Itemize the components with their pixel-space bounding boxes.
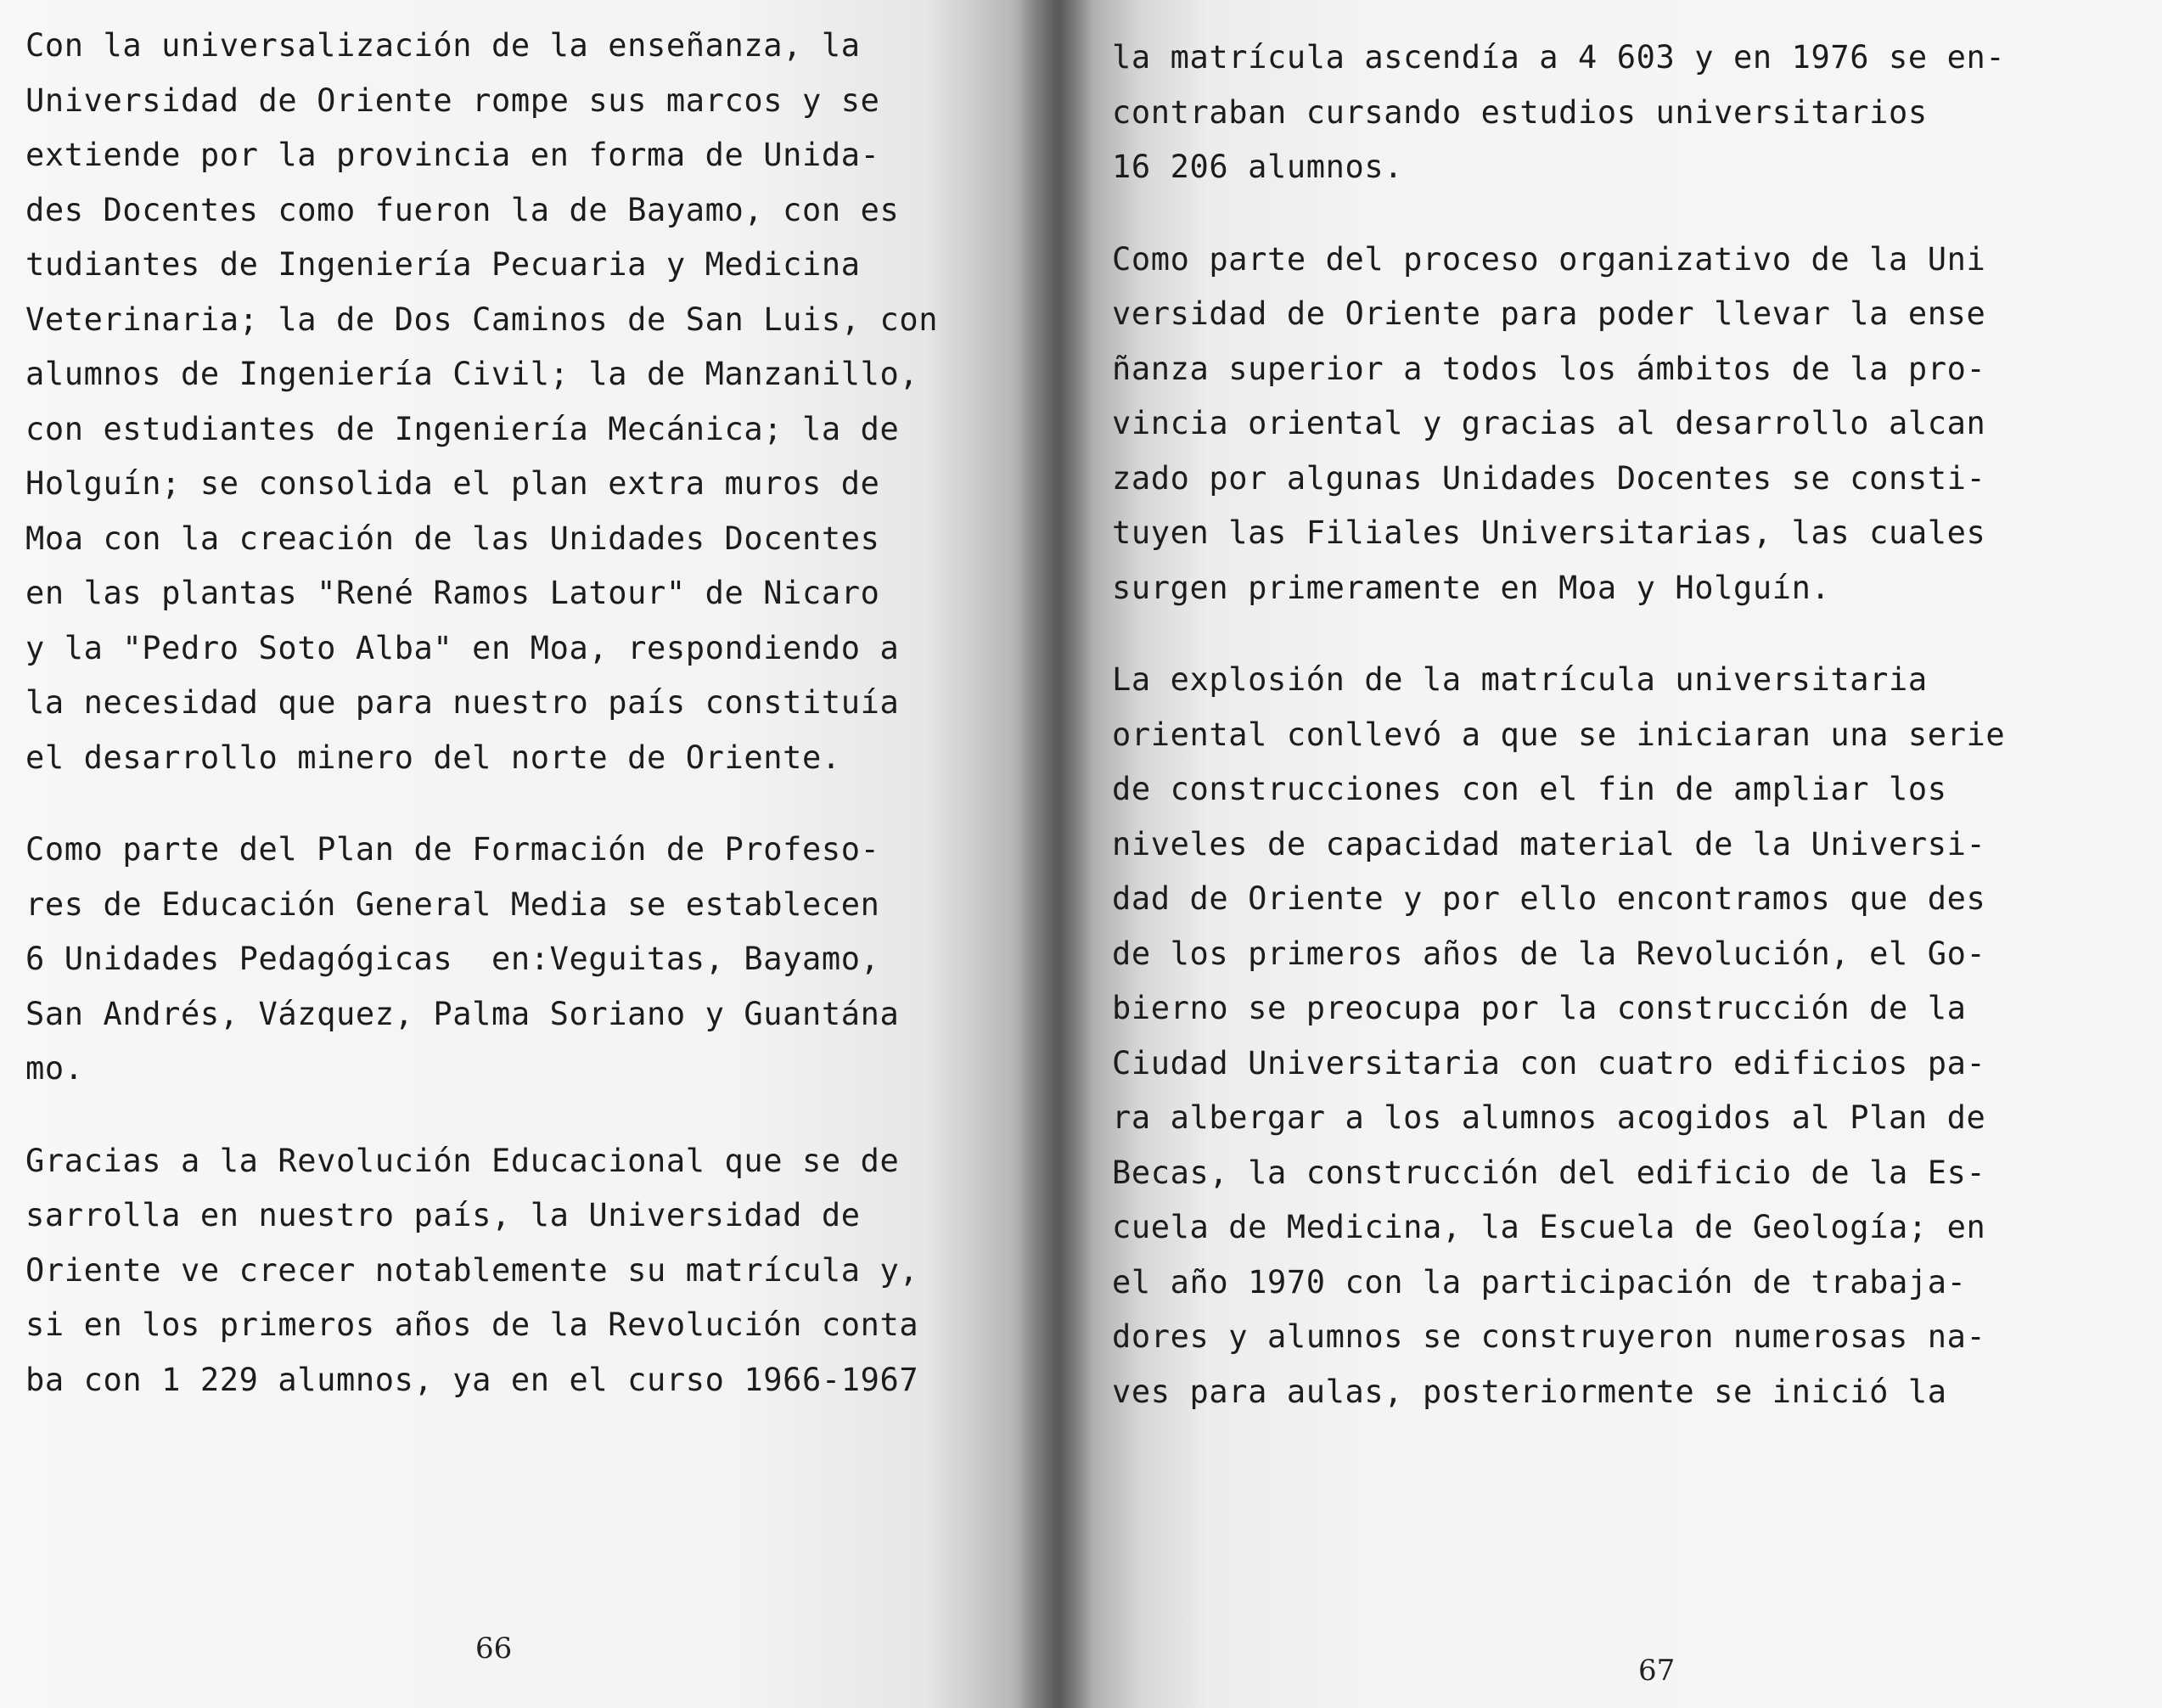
text-line: Con la universalización de la enseñanza, la (25, 27, 861, 64)
text-line: el año 1970 con la participación de trabaja- (1112, 1263, 1967, 1301)
text-line: ba con 1 229 alumnos, ya en el curso 1966-1967 (25, 1361, 919, 1398)
text-line: Como parte del Plan de Formación de Profeso- (25, 831, 880, 868)
text-line: San Andrés, Vázquez, Palma Soriano y Guantána (25, 995, 900, 1032)
left-page-text (25, 19, 1044, 1445)
right-paragraph-3 (1112, 653, 2156, 1419)
text-line: el desarrollo minero del norte de Oriente. (25, 739, 841, 776)
right-paragraph-2 (1112, 233, 2156, 616)
text-line: niveles de capacidad material de la Universi- (1112, 825, 1986, 862)
text-line: des Docentes como fueron la de Bayamo, con es (25, 191, 900, 228)
left-paragraph-2 (25, 823, 1044, 1097)
text-line: surgen primeramente en Moa y Holguín. (1112, 569, 1831, 606)
text-line: vincia oriental y gracias al desarrollo alcan (1112, 405, 1986, 441)
text-line: dad de Oriente y por ello encontramos que des (1112, 880, 1986, 917)
text-line: dores y alumnos se construyeron numerosas na- (1112, 1318, 1986, 1355)
text-line: Oriente ve crecer notablemente su matrícula y, (25, 1251, 919, 1289)
text-line: Gracias a la Revolución Educacional que se de (25, 1142, 900, 1179)
text-line: tudiantes de Ingeniería Pecuaria y Medicina (25, 246, 861, 283)
text-line: si en los primeros años de la Revolución conta (25, 1306, 919, 1343)
text-line: zado por algunas Unidades Docentes se consti- (1112, 459, 1986, 497)
text-line: con estudiantes de Ingeniería Mecánica; la de (25, 410, 900, 447)
text-line: alumnos de Ingeniería Civil; la de Manzanillo, (25, 356, 919, 392)
text-line: 16 206 alumnos. (1112, 149, 1404, 185)
text-line: Becas, la construcción del edificio de la Es- (1112, 1154, 1986, 1191)
page-number-right: 67 (1638, 1654, 1676, 1688)
text-line: de construcciones con el fin de ampliar los (1112, 771, 1947, 807)
page-number-left: 66 (475, 1632, 513, 1666)
text-line: versidad de Oriente para poder llevar la ense (1112, 295, 1986, 332)
text-line: Holguín; se consolida el plan extra muros de (25, 465, 880, 502)
text-line: 6 Unidades Pedagógicas en:Veguitas, Bayamo, (25, 941, 880, 977)
text-line: Ciudad Universitaria con cuatro edificios pa- (1112, 1044, 1986, 1082)
text-line: Universidad de Oriente rompe sus marcos y se (25, 81, 880, 119)
text-line: contraban cursando estudios universitarios (1112, 93, 1928, 131)
text-line: Veterinaria; la de Dos Caminos de San Luis, con (25, 301, 939, 338)
right-paragraph-1 (1112, 31, 2156, 195)
text-line: mo. (25, 1050, 84, 1087)
text-line: oriental conllevó a que se iniciaran una serie (1112, 716, 2006, 753)
text-line: sarrolla en nuestro país, la Universidad de (25, 1197, 861, 1233)
text-line: cuela de Medicina, la Escuela de Geología; en (1112, 1209, 1986, 1245)
text-line: extiende por la provincia en forma de Unida- (25, 137, 880, 173)
text-line: bierno se preocupa por la construcción de la (1112, 990, 1967, 1026)
text-line: ra albergar a los alumnos acogidos al Plan de (1112, 1099, 1986, 1136)
text-line: ñanza superior a todos los ámbitos de la pro- (1112, 350, 1986, 387)
text-line: la matrícula ascendía a 4 603 y en 1976 se en- (1112, 39, 2006, 76)
text-line: Moa con la creación de las Unidades Docentes (25, 520, 880, 557)
text-line: y la "Pedro Soto Alba" en Moa, respondiendo a (25, 629, 900, 666)
left-page (0, 0, 1053, 1708)
text-line: tuyen las Filiales Universitarias, las cuales (1112, 514, 1986, 551)
left-paragraph-3 (25, 1134, 1044, 1408)
text-line: Como parte del proceso organizativo de la Uni (1112, 240, 1986, 278)
text-line: de los primeros años de la Revolución, el Go- (1112, 935, 1986, 972)
text-line: en las plantas "René Ramos Latour" de Nicaro (25, 575, 880, 611)
text-line: la necesidad que para nuestro país constituía (25, 684, 900, 721)
text-line: ves para aulas, posteriormente se inició la (1112, 1373, 1947, 1410)
text-line: La explosión de la matrícula universitaria (1112, 661, 1928, 698)
right-page-text (1112, 31, 2156, 1457)
left-paragraph-1 (25, 19, 1044, 785)
right-page (1053, 0, 2162, 1708)
text-line: res de Educación General Media se establecen (25, 885, 880, 923)
